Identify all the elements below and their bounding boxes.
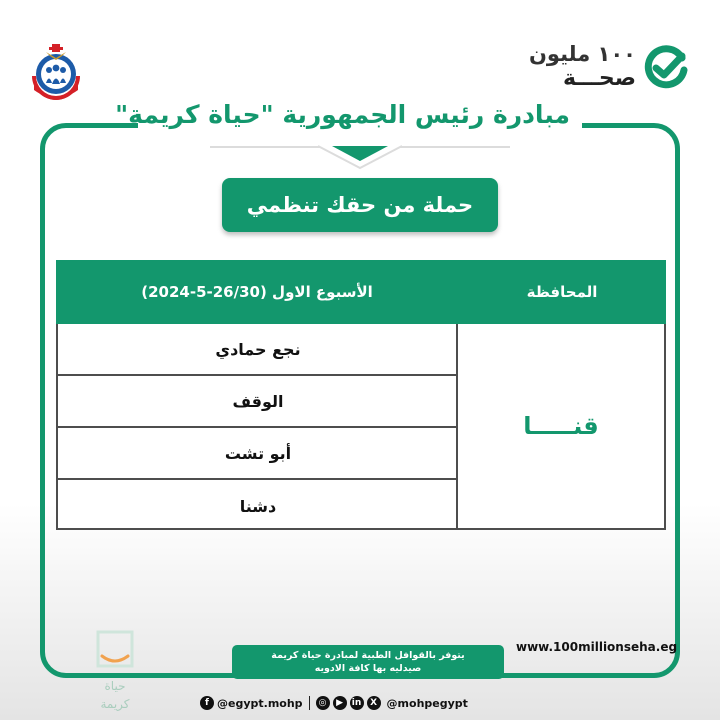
x-icon[interactable]: X <box>367 696 381 710</box>
brand-line-2: صحـــة <box>562 66 636 91</box>
campaign-title: حملة من حقك تنظمي <box>246 193 474 217</box>
schedule-table <box>56 260 666 530</box>
facebook-handle[interactable]: @egypt.mohp <box>217 696 303 710</box>
campaign-title-box <box>222 178 498 232</box>
social-handles <box>200 692 522 714</box>
header-week: الأسبوع الاول (26/30-5-2024) <box>141 283 373 301</box>
note-line-1: يتوفر بالقوافل الطبية لمبادرة حياة كريمة <box>271 650 465 661</box>
brand-line-1: ١٠٠ مليون <box>528 42 636 66</box>
svg-text:كريمة: كريمة <box>100 697 130 711</box>
ministry-of-health-logo <box>22 38 90 108</box>
table-row: الوقف <box>58 376 458 428</box>
facebook-icon[interactable]: f <box>200 696 214 710</box>
youtube-icon[interactable]: ▶ <box>333 696 347 710</box>
100-million-seha-logo <box>528 42 688 92</box>
table-body <box>56 324 666 530</box>
note-line-2: صيدليه بها كافة الادويه <box>314 663 422 674</box>
header-governorate: المحافظة <box>526 283 598 301</box>
table-row: أبو تشت <box>58 428 458 480</box>
table-row: نجع حمادي <box>58 324 458 376</box>
svg-text:حياة: حياة <box>104 679 126 693</box>
governorate-cell: قنـــــا <box>456 324 664 528</box>
initiative-title: مبادرة رئيس الجمهورية "حياة كريمة" <box>115 100 570 129</box>
separator <box>309 696 310 710</box>
table-row: دشنا <box>239 496 277 516</box>
divider-arrow <box>318 142 402 170</box>
hayah-karima-logo <box>84 628 146 718</box>
pharmacy-note <box>232 645 504 679</box>
social-handle[interactable]: @mohpegypt <box>386 696 468 710</box>
linkedin-icon[interactable]: in <box>350 696 364 710</box>
instagram-icon[interactable]: ◎ <box>316 696 330 710</box>
checkmark-icon <box>642 44 688 90</box>
table-header <box>56 260 666 324</box>
website-link[interactable]: www.100millionseha.eg <box>516 640 678 654</box>
